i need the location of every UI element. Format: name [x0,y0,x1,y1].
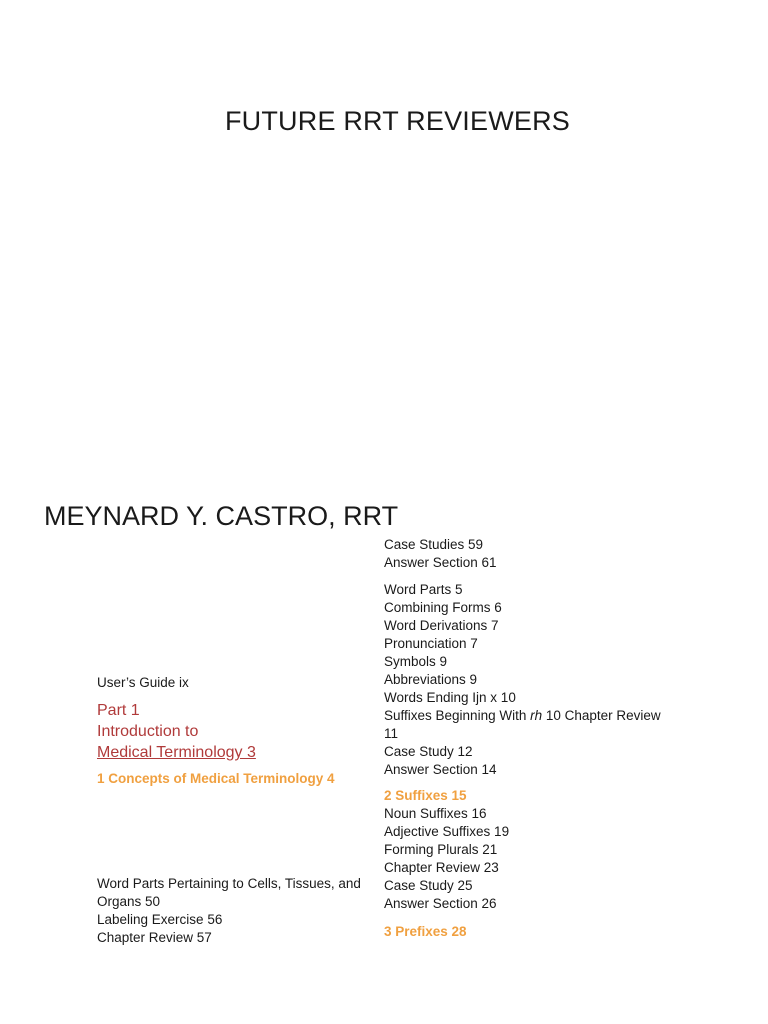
users-guide-entry: User’s Guide ix [97,675,189,690]
left-bottom-list [97,875,361,947]
toc-entry: Case Study 25 [384,878,473,893]
toc-entry: Labeling Exercise 56 [97,912,223,927]
toc-entry: Chapter Review 23 [384,860,499,875]
toc-entry-emphasis: rh [530,708,543,723]
toc-entry: Case Study 12 [384,744,473,759]
toc-entry: Organs 50 [97,894,161,909]
toc-entry: Answer Section 14 [384,762,497,777]
chapter-1-heading: 1 Concepts of Medical Terminology 4 [97,771,335,786]
right-block-3 [384,805,509,913]
toc-entry-text: Suffixes Beginning With [384,708,531,723]
toc-entry: Abbreviations 9 [384,672,478,687]
toc-entry: Word Derivations 7 [384,618,499,633]
toc-entry: Adjective Suffixes 19 [384,824,510,839]
part-heading [97,700,256,763]
chapter-3-heading: 3 Prefixes 28 [384,924,467,939]
toc-entry [384,707,661,725]
toc-entry: Word Parts 5 [384,582,463,597]
author-name: MEYNARD Y. CASTRO, RRT [44,501,399,531]
toc-entry: Pronunciation 7 [384,636,478,651]
toc-entry: Forming Plurals 21 [384,842,498,857]
toc-entry: Symbols 9 [384,654,448,669]
part-title-line1: Introduction to [97,723,199,740]
toc-entry: Answer Section 26 [384,896,497,911]
toc-entry-text: 10 Chapter Review [542,708,661,723]
document-title: FUTURE RRT REVIEWERS [224,106,571,136]
toc-entry: Chapter Review 57 [97,930,212,945]
toc-entry: Answer Section 61 [384,555,497,570]
toc-entry: Combining Forms 6 [384,600,502,615]
chapter-2-heading: 2 Suffixes 15 [384,788,467,803]
toc-entry: Words Ending Ijn x 10 [384,690,516,705]
right-block-1 [384,536,497,572]
toc-entry: Noun Suffixes 16 [384,806,487,821]
part-label: Part 1 [97,702,140,719]
toc-entry: 11 [384,726,399,741]
toc-entry: Word Parts Pertaining to Cells, Tissues, and [97,876,361,891]
toc-entry: Case Studies 59 [384,537,484,552]
right-block-2 [384,581,661,779]
part-title-line2: Medical Terminology 3 [97,744,256,761]
